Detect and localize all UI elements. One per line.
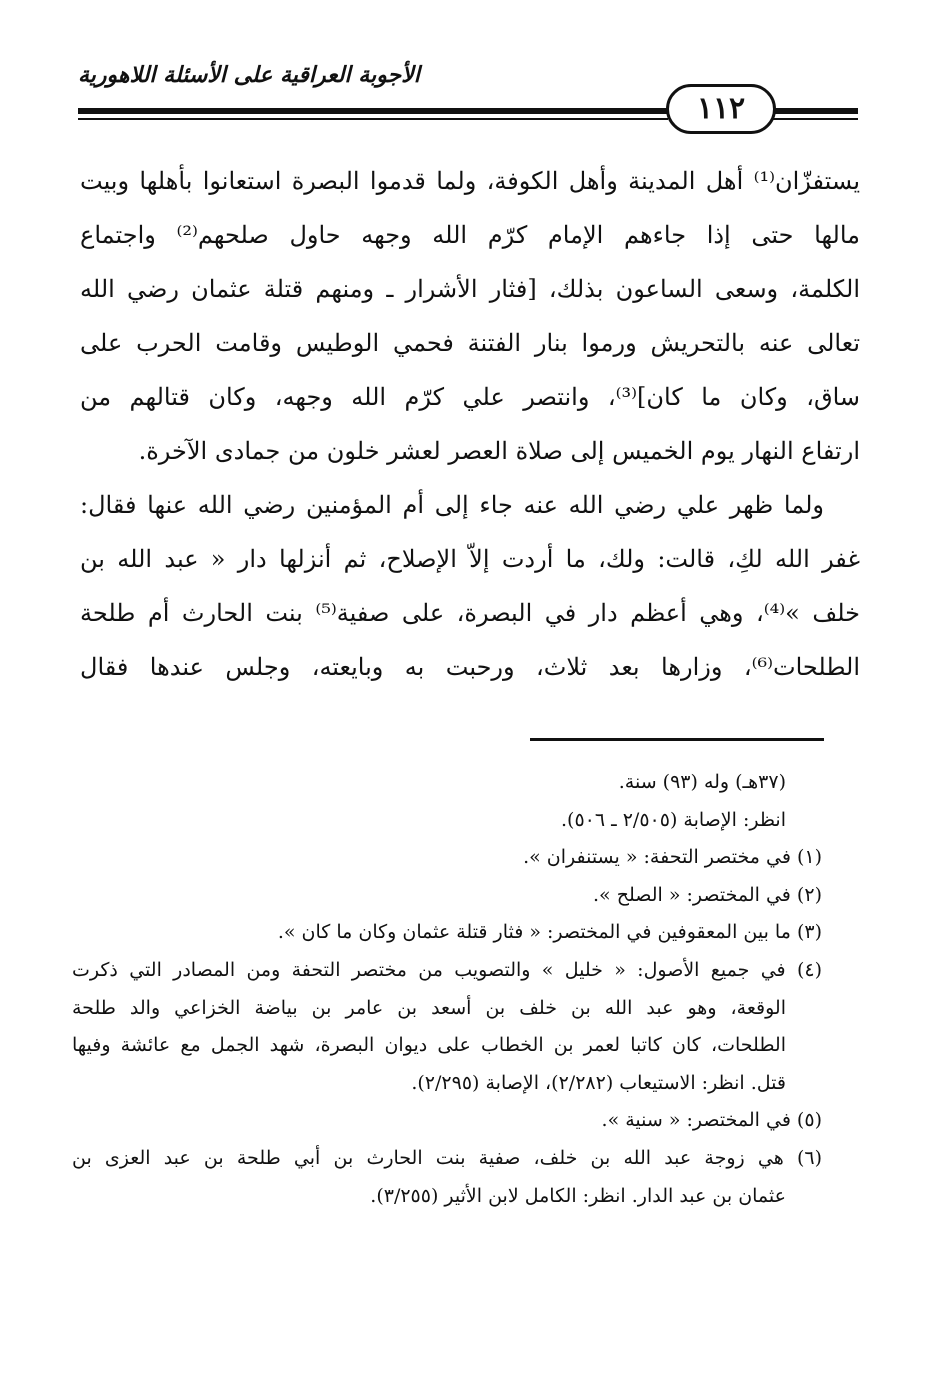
body-line-7: ولما ظهر علي رضي الله عنه جاء إلى أم المؤمنين رضي الله عنها فقال: [80,491,824,519]
header-rule-thin-right [768,118,858,120]
footnote-4-line-1: (٤) في جميع الأصول: « خليل » والتصويب من مختصر التحفة ومن المصادر التي ذكرت [72,958,822,981]
running-header-title: الأجوبة العراقية على الأسئلة اللاهورية [78,62,420,88]
footnote-6-line-1: (٦) هي زوجة عبد الله بن خلف، صفية بنت الحارث بن أبي طلحة بن عبد العزى بن [72,1146,822,1169]
footnote-line-1: (٣٧هـ) وله (٩٣) سنة. [618,771,786,793]
body-line-1: يستفزّان⁽¹⁾ أهل المدينة وأهل الكوفة، ولما قدموا البصرة استعانوا بأهلها وبيت [80,167,860,195]
footnote-line-2: انظر: الإصابة (٢/٥٠٥ ـ ٥٠٦). [560,808,786,831]
footnotes [72,764,822,1215]
body-line-5: ساق، وكان ما كان]⁽³⁾، وانتصر علي كرّم الله وجهه، وكان قتالهم من [80,383,860,411]
footnote-4-line-4: قتل. انظر: الاستيعاب (٢/٢٨٢)، الإصابة (٢/٢٩٥). [411,1071,786,1094]
footnote-3: (٣) ما بين المعقوفين في المختصر: « فثار قتلة عثمان وكان ما كان ». [277,921,822,944]
body-line-4: تعالى عنه بالتحريش ورموا بنار الفتنة فحمي الوطيس وقامت الحرب على [80,329,860,357]
body-line-2: مالها حتى إذا جاءهم الإمام كرّم الله وجهه حاول صلحهم⁽²⁾ واجتماع [80,221,860,249]
body-line-8: غفر الله لكِ، قالت: ولك، ما أردت إلاّ الإصلاح، ثم أنزلها دار « عبد الله بن [80,545,860,573]
main-text [80,154,860,694]
footnote-2: (٢) في المختصر: « الصلح ». [593,883,822,906]
header-rule-thin [78,118,668,120]
footnote-5: (٥) في المختصر: « سنية ». [601,1109,822,1132]
body-line-10: الطلحات⁽⁶⁾، وزارها بعد ثلاث، ورحبت به وبايعته، وجلس عندها فقال [80,653,860,681]
body-line-6: ارتفاع النهار يوم الخميس إلى صلاة العصر لعشر خلون من جمادى الآخرة. [138,437,860,465]
footnote-4-line-2: الوقعة، وهو عبد الله بن خلف بن أسعد بن عامر بن بياضة الخزاعي والد طلحة [72,996,786,1019]
body-line-3: الكلمة، وسعى الساعون بذلك، [فثار الأشرار ـ ومنهم قتلة عثمان رضي الله [80,275,860,303]
footnote-1: (١) في مختصر التحفة: « يستنفران ». [523,846,822,869]
header-rule-thick [78,108,668,114]
footnote-4-line-3: الطلحات، كان كاتبا لعمر بن الخطاب على ديوان البصرة، شهد الجمل مع عائشة وفيها [72,1034,786,1057]
footnote-6-line-2: عثمان بن عبد الدار. انظر: الكامل لابن الأثير (٣/٢٥٥). [370,1184,786,1207]
header-rule-thick-right [768,108,858,114]
footnote-separator [530,738,824,741]
page-number-badge: ١١٢ [666,84,776,134]
body-line-9: خلف »⁽⁴⁾، وهي أعظم دار في البصرة، على صفية⁽⁵⁾ بنت الحارث أم طلحة [80,599,860,627]
